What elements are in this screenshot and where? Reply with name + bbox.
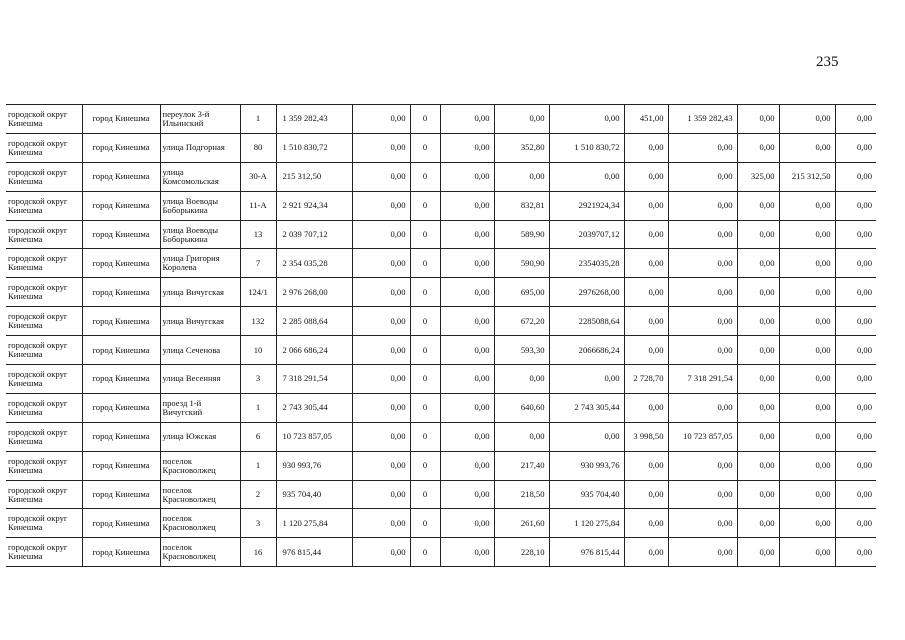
total-cost-cell: 2 976 268,00	[276, 278, 352, 307]
value-cell: 0,00	[440, 393, 494, 422]
municipality-cell: городской округ Кинешма	[6, 365, 82, 394]
cost-cell: 0,00	[668, 249, 737, 278]
value-cell: 0,00	[352, 191, 410, 220]
area-cell: 0,00	[494, 162, 549, 191]
area-cell: 0,00	[624, 393, 668, 422]
area-cell: 672,20	[494, 307, 549, 336]
municipality-cell: городской округ Кинешма	[6, 480, 82, 509]
street-cell: поселок Красноволжец	[160, 480, 240, 509]
street-cell: улица Вичугская	[160, 278, 240, 307]
municipality-cell: городской округ Кинешма	[6, 336, 82, 365]
area-cell: 352,80	[494, 133, 549, 162]
street-cell: поселок Красноволжец	[160, 509, 240, 538]
settlement-cell: город Кинешма	[82, 393, 160, 422]
value-cell: 0,00	[352, 105, 410, 134]
value-cell: 0,00	[352, 451, 410, 480]
value-cell: 0,00	[835, 422, 876, 451]
street-cell: улица Воеводы Боборыкина	[160, 191, 240, 220]
count-cell: 0	[410, 336, 440, 365]
settlement-cell: город Кинешма	[82, 191, 160, 220]
area-cell: 217,40	[494, 451, 549, 480]
cost-cell: 1 510 830,72	[549, 133, 624, 162]
total-cost-cell: 2 743 305,44	[276, 393, 352, 422]
total-cost-cell: 215 312,50	[276, 162, 352, 191]
municipality-cell: городской округ Кинешма	[6, 249, 82, 278]
count-cell: 0	[410, 220, 440, 249]
cost-cell: 2976268,00	[549, 278, 624, 307]
cost-cell: 0,00	[668, 480, 737, 509]
cost-cell: 0,00	[668, 191, 737, 220]
cost-cell: 7 318 291,54	[668, 365, 737, 394]
value-cell: 0,00	[440, 191, 494, 220]
cost-cell: 0,00	[779, 451, 835, 480]
cost-cell: 2285088,64	[549, 307, 624, 336]
area-cell: 832,81	[494, 191, 549, 220]
value-cell: 0,00	[440, 365, 494, 394]
street-cell: улица Подгорная	[160, 133, 240, 162]
cost-cell: 0,00	[668, 278, 737, 307]
street-cell: переулок 3-й Ильинский	[160, 105, 240, 134]
total-cost-cell: 2 066 686,24	[276, 336, 352, 365]
cost-cell: 10 723 857,05	[668, 422, 737, 451]
total-cost-cell: 2 039 707,12	[276, 220, 352, 249]
area-cell: 0,00	[624, 191, 668, 220]
house-number-cell: 2	[240, 480, 276, 509]
total-cost-cell: 1 510 830,72	[276, 133, 352, 162]
house-number-cell: 11-А	[240, 191, 276, 220]
municipality-cell: городской округ Кинешма	[6, 105, 82, 134]
value-cell: 0,00	[835, 509, 876, 538]
cost-cell: 935 704,40	[549, 480, 624, 509]
total-cost-cell: 1 120 275,84	[276, 509, 352, 538]
table-row	[6, 451, 876, 480]
settlement-cell: город Кинешма	[82, 278, 160, 307]
count-cell: 0	[410, 422, 440, 451]
area-cell: 451,00	[624, 105, 668, 134]
house-number-cell: 132	[240, 307, 276, 336]
street-cell: улица Сеченова	[160, 336, 240, 365]
value-cell: 0,00	[835, 105, 876, 134]
count-cell: 0	[410, 105, 440, 134]
value-cell: 0,00	[352, 393, 410, 422]
table-row	[6, 336, 876, 365]
value-cell: 0,00	[352, 307, 410, 336]
street-cell: улица Весенняя	[160, 365, 240, 394]
cost-cell: 0,00	[779, 278, 835, 307]
street-cell: улица Воеводы Боборыкина	[160, 220, 240, 249]
value-cell: 0,00	[835, 162, 876, 191]
cost-cell: 0,00	[779, 365, 835, 394]
value-cell: 0,00	[352, 509, 410, 538]
count-cell: 0	[410, 249, 440, 278]
settlement-cell: город Кинешма	[82, 336, 160, 365]
street-cell: улица Григория Королева	[160, 249, 240, 278]
municipality-cell: городской округ Кинешма	[6, 220, 82, 249]
value-cell: 0,00	[835, 133, 876, 162]
value-cell: 0,00	[835, 307, 876, 336]
area-cell: 325,00	[737, 162, 779, 191]
count-cell: 0	[410, 509, 440, 538]
street-cell: улица Южская	[160, 422, 240, 451]
value-cell: 0,00	[440, 220, 494, 249]
table-row	[6, 105, 876, 134]
house-number-cell: 80	[240, 133, 276, 162]
total-cost-cell: 2 354 035,28	[276, 249, 352, 278]
street-cell: поселок Красноволжец	[160, 451, 240, 480]
area-cell: 0,00	[737, 509, 779, 538]
area-cell: 0,00	[624, 249, 668, 278]
street-cell: проезд 1-й Вичугский	[160, 393, 240, 422]
house-number-cell: 6	[240, 422, 276, 451]
municipality-cell: городской округ Кинешма	[6, 422, 82, 451]
value-cell: 0,00	[352, 162, 410, 191]
settlement-cell: город Кинешма	[82, 509, 160, 538]
cost-cell: 0,00	[779, 105, 835, 134]
cost-cell: 0,00	[668, 393, 737, 422]
area-cell: 0,00	[737, 249, 779, 278]
street-cell: поселок Красноволжец	[160, 538, 240, 567]
area-cell: 0,00	[624, 480, 668, 509]
value-cell: 0,00	[352, 480, 410, 509]
area-cell: 590,90	[494, 249, 549, 278]
value-cell: 0,00	[352, 422, 410, 451]
settlement-cell: город Кинешма	[82, 105, 160, 134]
settlement-cell: город Кинешма	[82, 538, 160, 567]
cost-cell: 0,00	[779, 191, 835, 220]
area-cell: 593,30	[494, 336, 549, 365]
municipality-cell: городской округ Кинешма	[6, 393, 82, 422]
house-number-cell: 7	[240, 249, 276, 278]
house-number-cell: 1	[240, 105, 276, 134]
value-cell: 0,00	[352, 538, 410, 567]
total-cost-cell: 976 815,44	[276, 538, 352, 567]
house-number-cell: 124/1	[240, 278, 276, 307]
cost-cell: 0,00	[668, 307, 737, 336]
count-cell: 0	[410, 307, 440, 336]
cost-cell: 0,00	[779, 220, 835, 249]
municipality-cell: городской округ Кинешма	[6, 307, 82, 336]
cost-cell: 215 312,50	[779, 162, 835, 191]
count-cell: 0	[410, 365, 440, 394]
house-number-cell: 1	[240, 451, 276, 480]
value-cell: 0,00	[440, 105, 494, 134]
total-cost-cell: 2 921 924,34	[276, 191, 352, 220]
cost-cell: 1 120 275,84	[549, 509, 624, 538]
value-cell: 0,00	[835, 249, 876, 278]
municipality-cell: городской округ Кинешма	[6, 451, 82, 480]
area-cell: 0,00	[624, 278, 668, 307]
count-cell: 0	[410, 278, 440, 307]
cost-cell: 0,00	[779, 509, 835, 538]
count-cell: 0	[410, 162, 440, 191]
count-cell: 0	[410, 480, 440, 509]
house-number-cell: 16	[240, 538, 276, 567]
cost-cell: 0,00	[779, 393, 835, 422]
cost-cell: 0,00	[668, 538, 737, 567]
area-cell: 0,00	[737, 105, 779, 134]
value-cell: 0,00	[352, 278, 410, 307]
area-cell: 0,00	[737, 422, 779, 451]
area-cell: 0,00	[494, 422, 549, 451]
area-cell: 3 998,50	[624, 422, 668, 451]
value-cell: 0,00	[440, 480, 494, 509]
value-cell: 0,00	[835, 220, 876, 249]
count-cell: 0	[410, 133, 440, 162]
table-row	[6, 220, 876, 249]
municipality-cell: городской округ Кинешма	[6, 162, 82, 191]
street-cell: улица Комсомольская	[160, 162, 240, 191]
total-cost-cell: 935 704,40	[276, 480, 352, 509]
area-cell: 0,00	[737, 538, 779, 567]
value-cell: 0,00	[352, 336, 410, 365]
area-cell: 218,50	[494, 480, 549, 509]
area-cell: 0,00	[737, 336, 779, 365]
value-cell: 0,00	[835, 278, 876, 307]
area-cell: 0,00	[624, 133, 668, 162]
settlement-cell: город Кинешма	[82, 480, 160, 509]
table-row	[6, 162, 876, 191]
value-cell: 0,00	[440, 422, 494, 451]
municipality-cell: городской округ Кинешма	[6, 191, 82, 220]
cost-cell: 2 743 305,44	[549, 393, 624, 422]
value-cell: 0,00	[835, 480, 876, 509]
value-cell: 0,00	[835, 365, 876, 394]
area-cell: 0,00	[737, 278, 779, 307]
area-cell: 0,00	[737, 365, 779, 394]
area-cell: 2 728,70	[624, 365, 668, 394]
cost-cell: 0,00	[668, 451, 737, 480]
cost-cell: 0,00	[779, 422, 835, 451]
area-cell: 0,00	[624, 451, 668, 480]
cost-cell: 2354035,28	[549, 249, 624, 278]
table-row	[6, 538, 876, 567]
cost-cell: 0,00	[668, 220, 737, 249]
area-cell: 0,00	[737, 220, 779, 249]
area-cell: 0,00	[624, 538, 668, 567]
cost-cell: 0,00	[779, 133, 835, 162]
count-cell: 0	[410, 393, 440, 422]
area-cell: 640,60	[494, 393, 549, 422]
value-cell: 0,00	[352, 249, 410, 278]
cost-cell: 930 993,76	[549, 451, 624, 480]
cost-cell: 0,00	[668, 133, 737, 162]
settlement-cell: город Кинешма	[82, 162, 160, 191]
value-cell: 0,00	[440, 278, 494, 307]
house-number-cell: 30-А	[240, 162, 276, 191]
value-cell: 0,00	[352, 220, 410, 249]
cost-cell: 0,00	[779, 480, 835, 509]
total-cost-cell: 1 359 282,43	[276, 105, 352, 134]
total-cost-cell: 2 285 088,64	[276, 307, 352, 336]
settlement-cell: город Кинешма	[82, 422, 160, 451]
area-cell: 0,00	[737, 451, 779, 480]
table-row	[6, 365, 876, 394]
table-row	[6, 509, 876, 538]
value-cell: 0,00	[835, 191, 876, 220]
value-cell: 0,00	[835, 336, 876, 365]
table-row	[6, 191, 876, 220]
cost-cell: 0,00	[668, 509, 737, 538]
table-body	[6, 105, 876, 567]
cost-cell: 0,00	[549, 422, 624, 451]
value-cell: 0,00	[835, 451, 876, 480]
settlement-cell: город Кинешма	[82, 220, 160, 249]
house-number-cell: 3	[240, 365, 276, 394]
value-cell: 0,00	[835, 393, 876, 422]
count-cell: 0	[410, 451, 440, 480]
municipality-cell: городской округ Кинешма	[6, 538, 82, 567]
area-cell: 0,00	[624, 162, 668, 191]
value-cell: 0,00	[352, 133, 410, 162]
cost-cell: 976 815,44	[549, 538, 624, 567]
settlement-cell: город Кинешма	[82, 451, 160, 480]
table-row	[6, 133, 876, 162]
cost-cell: 2039707,12	[549, 220, 624, 249]
cost-cell: 1 359 282,43	[668, 105, 737, 134]
area-cell: 0,00	[494, 365, 549, 394]
value-cell: 0,00	[440, 133, 494, 162]
page-number: 235	[816, 54, 839, 70]
area-cell: 695,00	[494, 278, 549, 307]
area-cell: 0,00	[737, 393, 779, 422]
cost-cell: 2921924,34	[549, 191, 624, 220]
cost-cell: 0,00	[779, 307, 835, 336]
cost-cell: 2066686,24	[549, 336, 624, 365]
table-row	[6, 393, 876, 422]
value-cell: 0,00	[440, 307, 494, 336]
house-number-cell: 10	[240, 336, 276, 365]
cost-cell: 0,00	[668, 336, 737, 365]
area-cell: 0,00	[624, 220, 668, 249]
value-cell: 0,00	[835, 538, 876, 567]
apartment-buildings-table	[6, 104, 876, 567]
table-row	[6, 249, 876, 278]
count-cell: 0	[410, 191, 440, 220]
settlement-cell: город Кинешма	[82, 365, 160, 394]
house-number-cell: 1	[240, 393, 276, 422]
table-row	[6, 278, 876, 307]
value-cell: 0,00	[440, 336, 494, 365]
area-cell: 589,90	[494, 220, 549, 249]
municipality-cell: городской округ Кинешма	[6, 133, 82, 162]
house-number-cell: 13	[240, 220, 276, 249]
value-cell: 0,00	[440, 249, 494, 278]
area-cell: 0,00	[737, 133, 779, 162]
total-cost-cell: 7 318 291,54	[276, 365, 352, 394]
area-cell: 0,00	[624, 509, 668, 538]
count-cell: 0	[410, 538, 440, 567]
area-cell: 0,00	[494, 105, 549, 134]
value-cell: 0,00	[352, 365, 410, 394]
table-row	[6, 480, 876, 509]
table-row	[6, 422, 876, 451]
area-cell: 0,00	[737, 480, 779, 509]
house-number-cell: 3	[240, 509, 276, 538]
cost-cell: 0,00	[549, 162, 624, 191]
cost-cell: 0,00	[779, 538, 835, 567]
area-cell: 0,00	[737, 307, 779, 336]
street-cell: улица Вичугская	[160, 307, 240, 336]
cost-cell: 0,00	[779, 336, 835, 365]
municipality-cell: городской округ Кинешма	[6, 278, 82, 307]
cost-cell: 0,00	[549, 105, 624, 134]
value-cell: 0,00	[440, 509, 494, 538]
table-row	[6, 307, 876, 336]
cost-cell: 0,00	[668, 162, 737, 191]
area-cell: 0,00	[624, 307, 668, 336]
settlement-cell: город Кинешма	[82, 307, 160, 336]
settlement-cell: город Кинешма	[82, 133, 160, 162]
area-cell: 261,60	[494, 509, 549, 538]
total-cost-cell: 930 993,76	[276, 451, 352, 480]
total-cost-cell: 10 723 857,05	[276, 422, 352, 451]
area-cell: 228,10	[494, 538, 549, 567]
cost-cell: 0,00	[779, 249, 835, 278]
value-cell: 0,00	[440, 451, 494, 480]
cost-cell: 0,00	[549, 365, 624, 394]
area-cell: 0,00	[737, 191, 779, 220]
value-cell: 0,00	[440, 162, 494, 191]
area-cell: 0,00	[624, 336, 668, 365]
value-cell: 0,00	[440, 538, 494, 567]
municipality-cell: городской округ Кинешма	[6, 509, 82, 538]
settlement-cell: город Кинешма	[82, 249, 160, 278]
